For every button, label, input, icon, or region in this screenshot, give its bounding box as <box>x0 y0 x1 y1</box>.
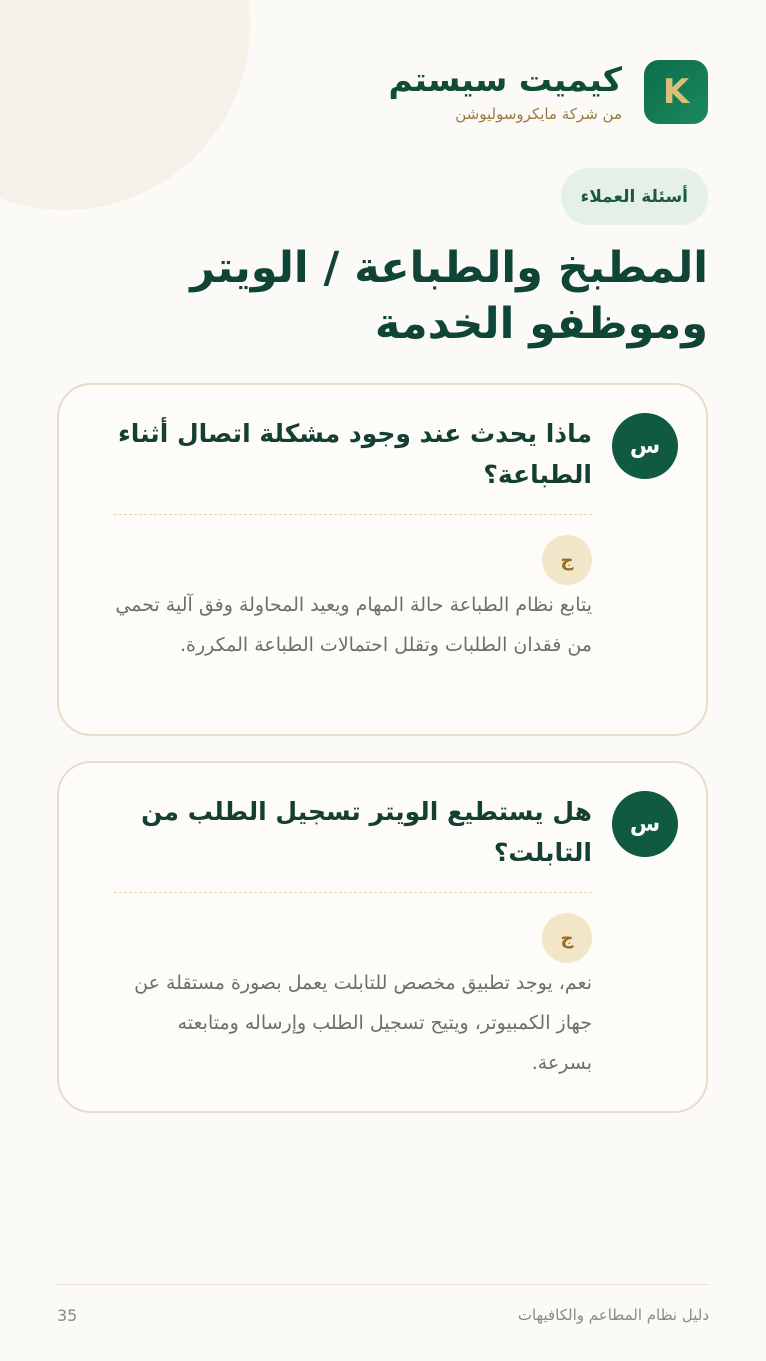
question-text: ماذا يحدث عند وجود مشكلة اتصال أثناء الطباعة؟ <box>117 419 592 489</box>
section-tag: أسئلة العملاء <box>561 168 708 225</box>
page-title: المطبخ والطباعة / الويتر وموظفو الخدمة <box>190 243 708 349</box>
question-text: هل يستطيع الويتر تسجيل الطلب من التابلت؟ <box>141 797 592 867</box>
faq-card <box>57 383 708 736</box>
answer-text: يتابع نظام الطباعة حالة المهام ويعيد المحاولة وفق آلية تحمي من فقدان الطلبات وتقلل احتمالات الطباعة المكررة. <box>115 594 592 656</box>
footer-label: دليل نظام المطاعم والكافيهات <box>517 1306 709 1324</box>
decorative-circle <box>0 0 250 210</box>
brand-text <box>388 61 622 123</box>
question-badge: س <box>612 413 678 479</box>
card-divider <box>114 892 592 893</box>
answer-text: نعم، يوجد تطبيق مخصص للتابلت يعمل بصورة مستقلة عن جهاز الكمبيوتر، ويتيح تسجيل الطلب وإرساله ومتابعته بسرعة. <box>134 972 592 1074</box>
brand-logo: K <box>644 60 708 124</box>
page-number: 35 <box>57 1306 78 1325</box>
card-divider <box>114 514 592 515</box>
footer-divider <box>57 1284 709 1285</box>
brand-header <box>388 60 708 124</box>
brand-name: كيميت سيستم <box>388 60 622 100</box>
answer-badge: ج <box>542 535 592 585</box>
faq-card <box>57 761 708 1113</box>
brand-subtitle: من شركة مايكروسوليوشن <box>455 104 622 123</box>
answer-badge: ج <box>542 913 592 963</box>
question-badge: س <box>612 791 678 857</box>
